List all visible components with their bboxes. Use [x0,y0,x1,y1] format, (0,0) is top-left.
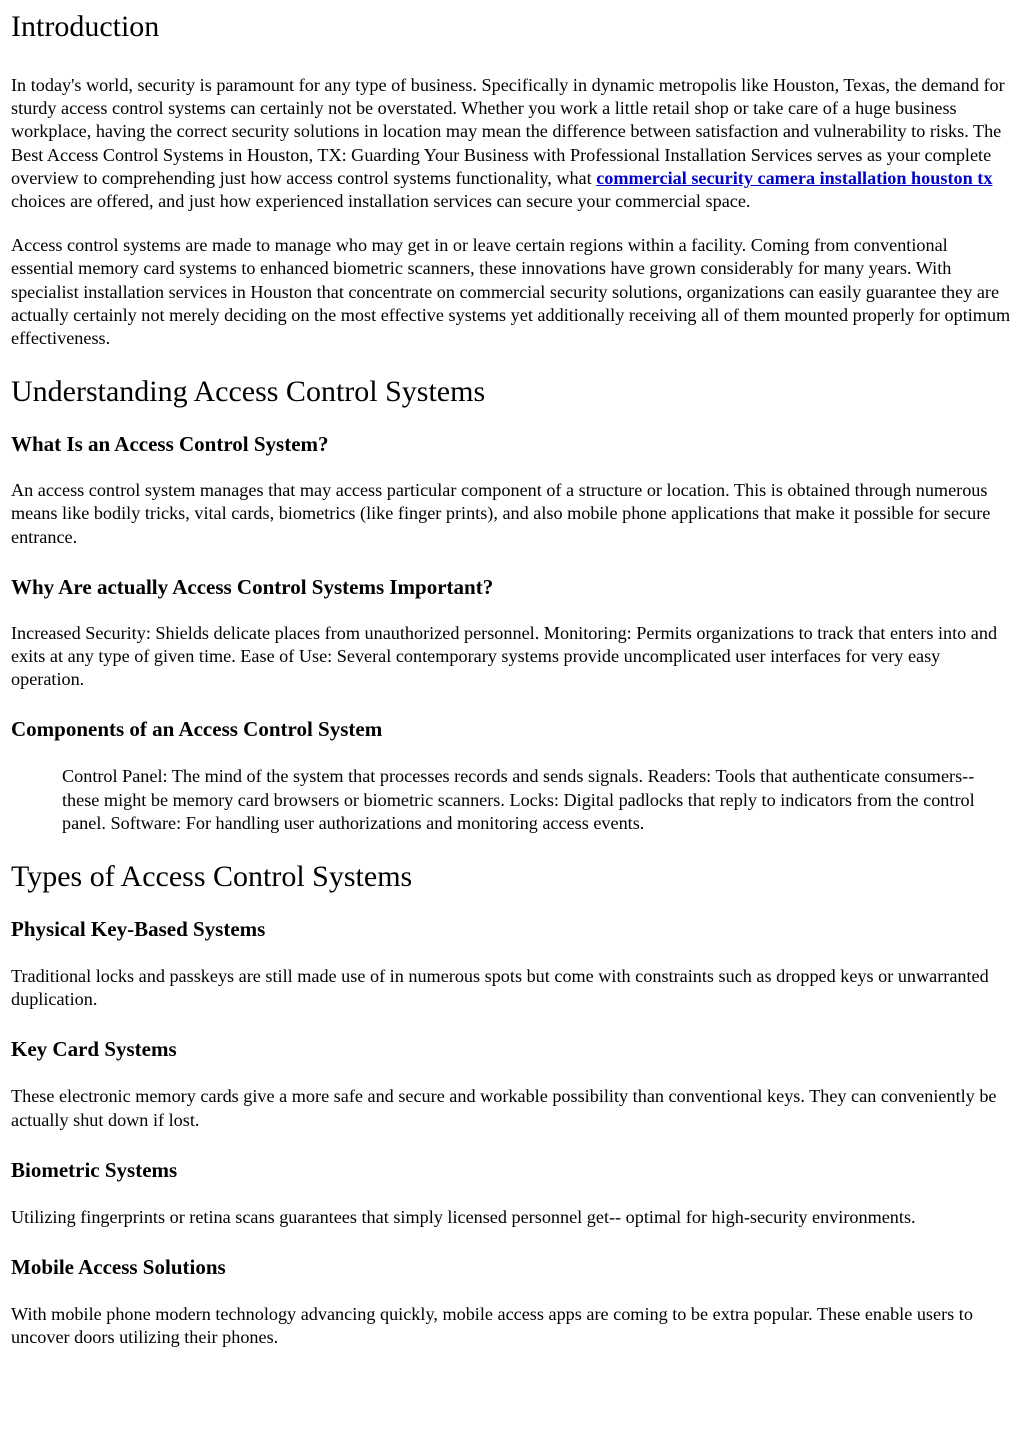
intro-paragraph-1-text-before: In today's world, security is paramount for any type of business. Specifically in dynamic metropolis like Houston, Texas, the demand for sturdy access control systems can certainly not be overstated. Whether you work a little retail shop or take care of a huge business workplace, having the correct security solutions in location may mean the difference between satisfaction and vulnerability to risks. The Best Access Control Systems in Houston, TX: Guarding Your Business with Professional Installation Services serves as your complete overview to comprehending just how access control systems functionality, what [11,75,1005,188]
what-is-paragraph: An access control system manages that may access particular component of a structure or location. This is obtained through numerous means like bodily tricks, vital cards, biometrics (like finger prints), and also mobile phone applications that make it possible for secure entrance. [11,480,991,547]
heading-key-card: Key Card Systems [11,1037,177,1062]
heading-biometric: Biometric Systems [11,1157,178,1182]
heading-introduction: Introduction [11,10,160,43]
physical-key-paragraph: Traditional locks and passkeys are still made use of in numerous spots but come with constraints such as dropped keys or unwarranted duplication. [11,966,989,1010]
heading-what-is: What Is an Access Control System? [11,432,329,457]
biometric-paragraph: Utilizing fingerprints or retina scans guarantees that simply licensed personnel get-- optimal for high-security environments. [11,1206,916,1227]
heading-physical-key: Physical Key-Based Systems [11,917,266,942]
why-important-paragraph: Increased Security: Shields delicate places from unauthorized personnel. Monitoring: Permits organizations to track that enters into and exits at any type of given time. Ease of Use: Several contemporary systems provide uncomplicated user interfaces for very easy operation. [11,622,998,690]
heading-mobile-access: Mobile Access Solutions [11,1255,226,1280]
commercial-security-camera-link[interactable]: commercial security camera installation houston tx [596,167,993,188]
intro-paragraph-1-text-after: choices are offered, and just how experienced installation services can secure your commercial space. [11,191,751,212]
heading-types: Types of Access Control Systems [11,860,413,894]
components-blockquote: Control Panel: The mind of the system that processes records and sends signals. Readers: Tools that authenticate consumers-- these might be memory card browsers or biometric scanners. Locks: Digital padlocks that reply to indicators from the control panel. Software: For handling user authorizations and monitoring access events. [62,766,975,833]
intro-paragraph-1 [11,74,1014,213]
intro-paragraph-2: Access control systems are made to manage who may get in or leave certain regions within a facility. Coming from conventional essential memory card systems to enhanced biometric scanners, these innovations have grown considerably for many years. With specialist installation services in Houston that concentrate on commercial security solutions, organizations can easily guarantee they are actually certainly not merely deciding on the most effective systems yet additionally receiving all of them mounted properly for optimum effectiveness. [11,235,1011,349]
mobile-access-paragraph: With mobile phone modern technology advancing quickly, mobile access apps are coming to be extra popular. These enable users to uncover doors utilizing their phones. [11,1304,973,1348]
heading-understanding: Understanding Access Control Systems [11,375,486,409]
heading-why-important: Why Are actually Access Control Systems Important? [11,574,494,599]
heading-components: Components of an Access Control System [11,717,383,742]
key-card-paragraph: These electronic memory cards give a more safe and secure and workable possibility than conventional keys. They can conveniently be actually shut down if lost. [11,1086,997,1130]
